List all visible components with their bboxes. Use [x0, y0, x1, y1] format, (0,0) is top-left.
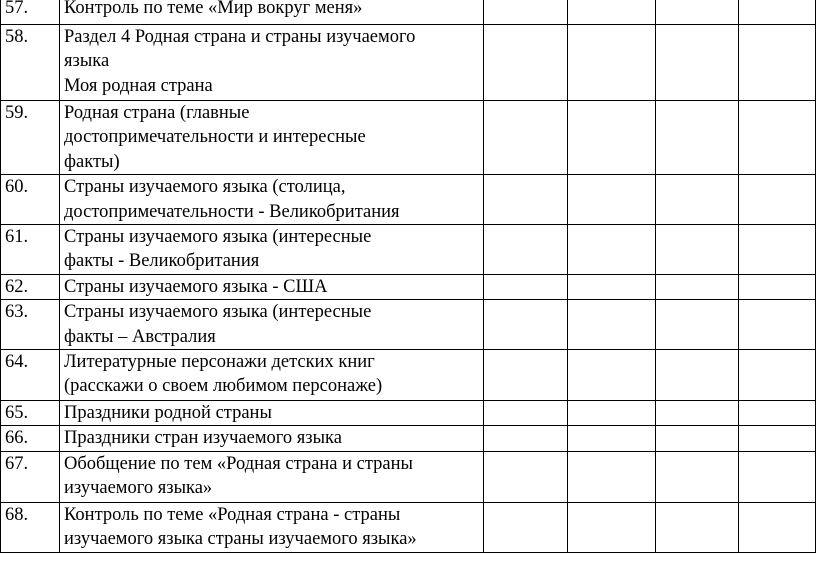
lesson-topic	[60, 350, 484, 401]
empty-cell	[739, 225, 816, 275]
empty-cell	[656, 101, 739, 175]
empty-cell	[568, 225, 656, 275]
table-row	[1, 274, 816, 299]
empty-cell	[739, 350, 816, 401]
topic-line: достопримечательности и интересные	[64, 127, 366, 148]
empty-cell	[568, 0, 656, 25]
topic-line: языка	[64, 51, 110, 72]
table-row	[1, 175, 816, 225]
lesson-number: 67.	[1, 451, 60, 502]
lesson-topic	[60, 426, 484, 451]
table-row	[1, 401, 816, 426]
table-row	[1, 502, 816, 552]
topic-line: факты)	[64, 151, 120, 172]
empty-cell	[656, 350, 739, 401]
empty-cell	[739, 300, 816, 350]
table-row	[1, 300, 816, 350]
empty-cell	[739, 175, 816, 225]
empty-cell	[656, 502, 739, 552]
topic-line: изучаемого языка»	[64, 478, 213, 499]
table-row	[1, 25, 816, 101]
lesson-topic	[60, 175, 484, 225]
lesson-number: 57.	[1, 0, 60, 25]
lesson-number: 68.	[1, 502, 60, 552]
empty-cell	[656, 426, 739, 451]
empty-cell	[568, 300, 656, 350]
empty-cell	[484, 101, 568, 175]
empty-cell	[656, 300, 739, 350]
topic-line: Контроль по теме «Мир вокруг меня»	[64, 0, 363, 18]
topic-line: факты – Австралия	[64, 326, 216, 347]
empty-cell	[484, 300, 568, 350]
table-row	[1, 350, 816, 401]
empty-cell	[568, 426, 656, 451]
empty-cell	[739, 0, 816, 25]
lesson-plan-body	[1, 0, 816, 552]
lesson-topic	[60, 502, 484, 552]
empty-cell	[484, 426, 568, 451]
table-row	[1, 426, 816, 451]
lesson-topic	[60, 300, 484, 350]
empty-cell	[484, 274, 568, 299]
topic-line: Контроль по теме «Родная страна - страны	[64, 504, 401, 525]
empty-cell	[484, 175, 568, 225]
lesson-topic	[60, 0, 484, 25]
empty-cell	[568, 175, 656, 225]
lesson-topic	[60, 451, 484, 502]
empty-cell	[656, 25, 739, 101]
empty-cell	[739, 451, 816, 502]
empty-cell	[568, 451, 656, 502]
empty-cell	[484, 401, 568, 426]
empty-cell	[656, 0, 739, 25]
topic-line: Страны изучаемого языка (столица,	[64, 177, 346, 198]
lesson-number: 60.	[1, 175, 60, 225]
table-row	[1, 101, 816, 175]
empty-cell	[656, 225, 739, 275]
table-row	[1, 451, 816, 502]
topic-line: достопримечательности - Великобритания	[64, 201, 400, 222]
topic-line: Страны изучаемого языка - США	[64, 276, 328, 297]
table-row	[1, 0, 816, 25]
empty-cell	[656, 451, 739, 502]
empty-cell	[484, 25, 568, 101]
empty-cell	[656, 274, 739, 299]
empty-cell	[739, 25, 816, 101]
lesson-topic	[60, 401, 484, 426]
lesson-number: 62.	[1, 274, 60, 299]
lesson-topic	[60, 101, 484, 175]
topic-line: Литературные персонажи детских книг	[64, 352, 375, 373]
lesson-topic	[60, 25, 484, 101]
empty-cell	[568, 350, 656, 401]
topic-line: факты - Великобритания	[64, 251, 260, 272]
lesson-topic	[60, 274, 484, 299]
topic-line: Обобщение по тем «Родная страна и страны	[64, 453, 413, 474]
topic-line: Родная страна (главные	[64, 103, 250, 123]
empty-cell	[568, 25, 656, 101]
empty-cell	[484, 451, 568, 502]
empty-cell	[739, 426, 816, 451]
empty-cell	[484, 502, 568, 552]
empty-cell	[484, 0, 568, 25]
empty-cell	[568, 274, 656, 299]
empty-cell	[568, 401, 656, 426]
empty-cell	[656, 401, 739, 426]
lesson-number: 64.	[1, 350, 60, 401]
lesson-number: 58.	[1, 25, 60, 101]
lesson-number: 66.	[1, 426, 60, 451]
empty-cell	[484, 225, 568, 275]
lesson-number: 65.	[1, 401, 60, 426]
empty-cell	[739, 101, 816, 175]
empty-cell	[739, 274, 816, 299]
topic-line: изучаемого языка страны изучаемого языка»	[64, 529, 417, 550]
empty-cell	[656, 175, 739, 225]
table-row	[1, 225, 816, 275]
topic-line: (расскажи о своем любимом персонаже)	[64, 376, 383, 397]
empty-cell	[568, 502, 656, 552]
lesson-number: 63.	[1, 300, 60, 350]
lesson-number: 61.	[1, 225, 60, 275]
topic-line: Страны изучаемого языка (интересные	[64, 227, 372, 248]
empty-cell	[739, 502, 816, 552]
lesson-number: 59.	[1, 101, 60, 175]
topic-line: Страны изучаемого языка (интересные	[64, 302, 372, 323]
empty-cell	[568, 101, 656, 175]
topic-line: Праздники родной страны	[64, 403, 272, 424]
empty-cell	[739, 401, 816, 426]
lesson-topic	[60, 225, 484, 275]
topic-line: Праздники стран изучаемого языка	[64, 428, 342, 449]
empty-cell	[484, 350, 568, 401]
topic-line: Раздел 4 Родная страна и страны изучаемого	[64, 27, 416, 47]
topic-line: Моя родная страна	[64, 75, 213, 96]
